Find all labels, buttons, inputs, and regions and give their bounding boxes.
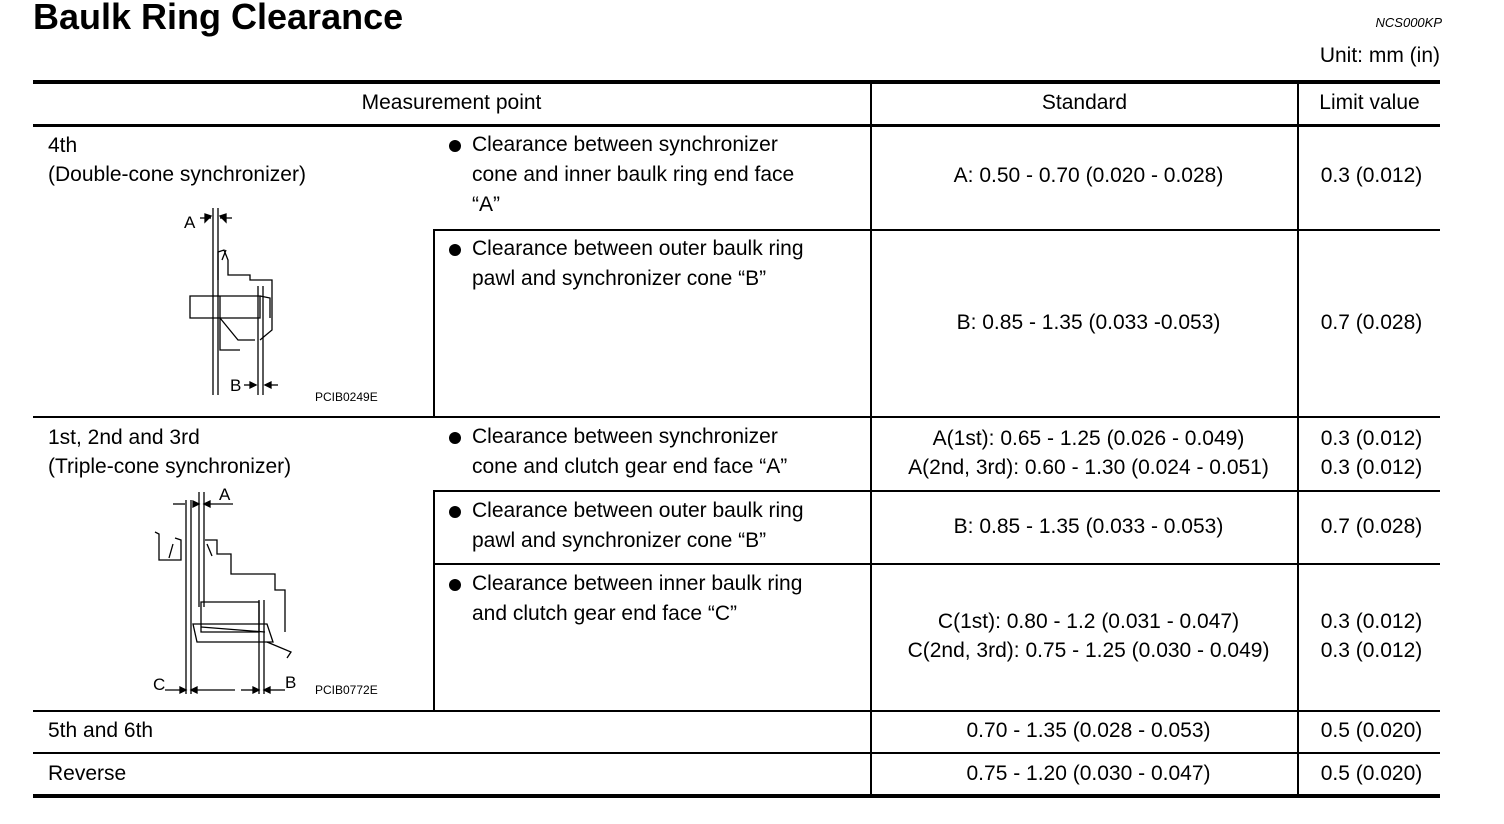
limit-value: 0.5 (0.020): [1320, 719, 1423, 742]
standard-value: A(1st): 0.65 - 1.25 (0.026 - 0.049): [932, 427, 1245, 450]
description-line: Clearance between inner baulk ring: [472, 572, 803, 595]
sub-row-divider: [433, 563, 1440, 565]
list-item: [472, 130, 794, 220]
bullet-icon: [449, 506, 461, 518]
figure-label-a: A: [184, 213, 196, 232]
list-item: [472, 496, 804, 556]
table-top-rule: [33, 80, 1440, 84]
figure-label-a: A: [219, 485, 231, 504]
row-divider: [33, 416, 1440, 418]
document-id: NCS000KP: [1375, 15, 1442, 30]
header-standard: Standard: [1041, 91, 1128, 114]
double-cone-synchronizer-figure: [160, 200, 420, 410]
list-item: [472, 569, 802, 629]
standard-value: 0.75 - 1.20 (0.030 - 0.047): [966, 762, 1211, 785]
limit-value: 0.7 (0.028): [1320, 311, 1423, 334]
header-limit-value: Limit value: [1319, 91, 1420, 114]
list-item: [472, 234, 804, 294]
bullet-icon: [449, 140, 461, 152]
gear-1st-2nd-3rd-label: 1st, 2nd and 3rd: [48, 426, 200, 449]
limit-value: 0.3 (0.012): [1320, 427, 1423, 450]
limit-value: 0.3 (0.012): [1320, 456, 1423, 479]
standard-value: B: 0.85 - 1.35 (0.033 - 0.053): [953, 515, 1224, 538]
gear-reverse-label: Reverse: [48, 762, 127, 785]
limit-value: 0.7 (0.028): [1320, 515, 1423, 538]
bullet-icon: [449, 244, 461, 256]
standard-value: C(1st): 0.80 - 1.2 (0.031 - 0.047): [937, 610, 1240, 633]
description-line: pawl and synchronizer cone “B”: [472, 529, 767, 552]
sub-column-divider: [433, 490, 435, 710]
header-measurement-point: Measurement point: [361, 91, 542, 114]
description-line: “A”: [472, 193, 500, 216]
row-divider: [33, 710, 1440, 712]
standard-value: 0.70 - 1.35 (0.028 - 0.053): [966, 719, 1211, 742]
description-line: Clearance between outer baulk ring: [472, 499, 804, 522]
description-line: cone and clutch gear end face “A”: [472, 455, 788, 478]
figure-label-c: C: [153, 675, 166, 694]
gear-1st-2nd-3rd-sublabel: (Triple-cone synchronizer): [48, 455, 292, 478]
bullet-icon: [449, 432, 461, 444]
sub-column-divider: [433, 229, 435, 416]
figure-label-b: B: [230, 376, 242, 395]
standard-value: B: 0.85 - 1.35 (0.033 -0.053): [956, 311, 1221, 334]
limit-value: 0.5 (0.020): [1320, 762, 1423, 785]
header-bottom-rule: [33, 124, 1440, 127]
triple-cone-synchronizer-figure: [135, 482, 425, 704]
gear-4th-sublabel: (Double-cone synchronizer): [48, 163, 306, 186]
limit-value: 0.3 (0.012): [1320, 639, 1423, 662]
bullet-icon: [449, 579, 461, 591]
description-line: pawl and synchronizer cone “B”: [472, 267, 767, 290]
description-line: and clutch gear end face “C”: [472, 602, 737, 625]
unit-label: Unit: mm (in): [1319, 44, 1440, 67]
standard-value: A: 0.50 - 0.70 (0.020 - 0.028): [953, 164, 1224, 187]
sub-row-divider: [433, 229, 1440, 231]
description-line: Clearance between synchronizer: [472, 133, 778, 156]
page-title: Baulk Ring Clearance: [33, 0, 404, 37]
figure-label-b: B: [285, 673, 297, 692]
gear-5th-6th-label: 5th and 6th: [48, 719, 154, 742]
sub-row-divider: [433, 490, 1440, 492]
description-line: cone and inner baulk ring end face: [472, 163, 795, 186]
description-line: Clearance between synchronizer: [472, 425, 778, 448]
limit-value: 0.3 (0.012): [1320, 610, 1423, 633]
figure-code: PCIB0249E: [315, 390, 378, 404]
standard-value: C(2nd, 3rd): 0.75 - 1.25 (0.030 - 0.049): [907, 639, 1270, 662]
standard-value: A(2nd, 3rd): 0.60 - 1.30 (0.024 - 0.051): [908, 456, 1269, 479]
limit-value: 0.3 (0.012): [1320, 164, 1423, 187]
figure-code: PCIB0772E: [315, 683, 378, 697]
row-divider: [33, 752, 1440, 754]
table-bottom-rule: [33, 794, 1440, 798]
list-item: [472, 422, 787, 482]
gear-4th-label: 4th: [48, 134, 78, 157]
description-line: Clearance between outer baulk ring: [472, 237, 804, 260]
